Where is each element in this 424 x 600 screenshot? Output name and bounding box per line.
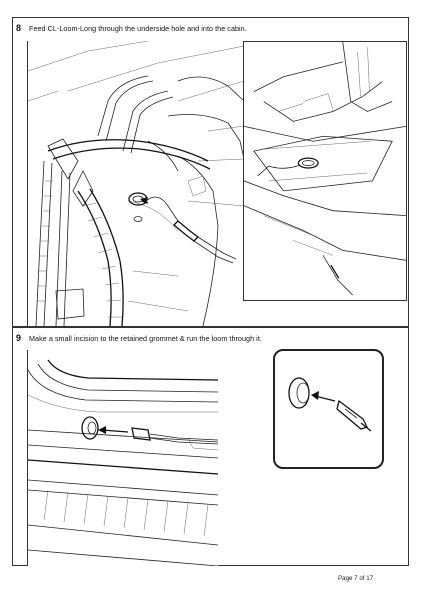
step-8-box: [12, 17, 409, 327]
step-9-incision-detail-illustration: [273, 349, 384, 469]
step-8-cabin-detail-illustration: [243, 41, 407, 301]
step-9-number: 9: [16, 333, 22, 343]
step-9-grommet-illustration: [27, 350, 218, 566]
step-9-header: [13, 328, 408, 350]
step-8-underside-illustration: [27, 41, 244, 326]
step-8-header: [13, 18, 408, 40]
step-8-number: 8: [16, 23, 22, 33]
step-8-instruction: Feed CL-Loom-Long through the underside hole and into the cabin.: [29, 24, 247, 33]
step-9-box: [12, 327, 409, 566]
step-9-instruction: Make a small incision to the retained grommet & run the loom through it.: [29, 334, 262, 343]
page-number: Page 7 of 17: [338, 575, 374, 582]
